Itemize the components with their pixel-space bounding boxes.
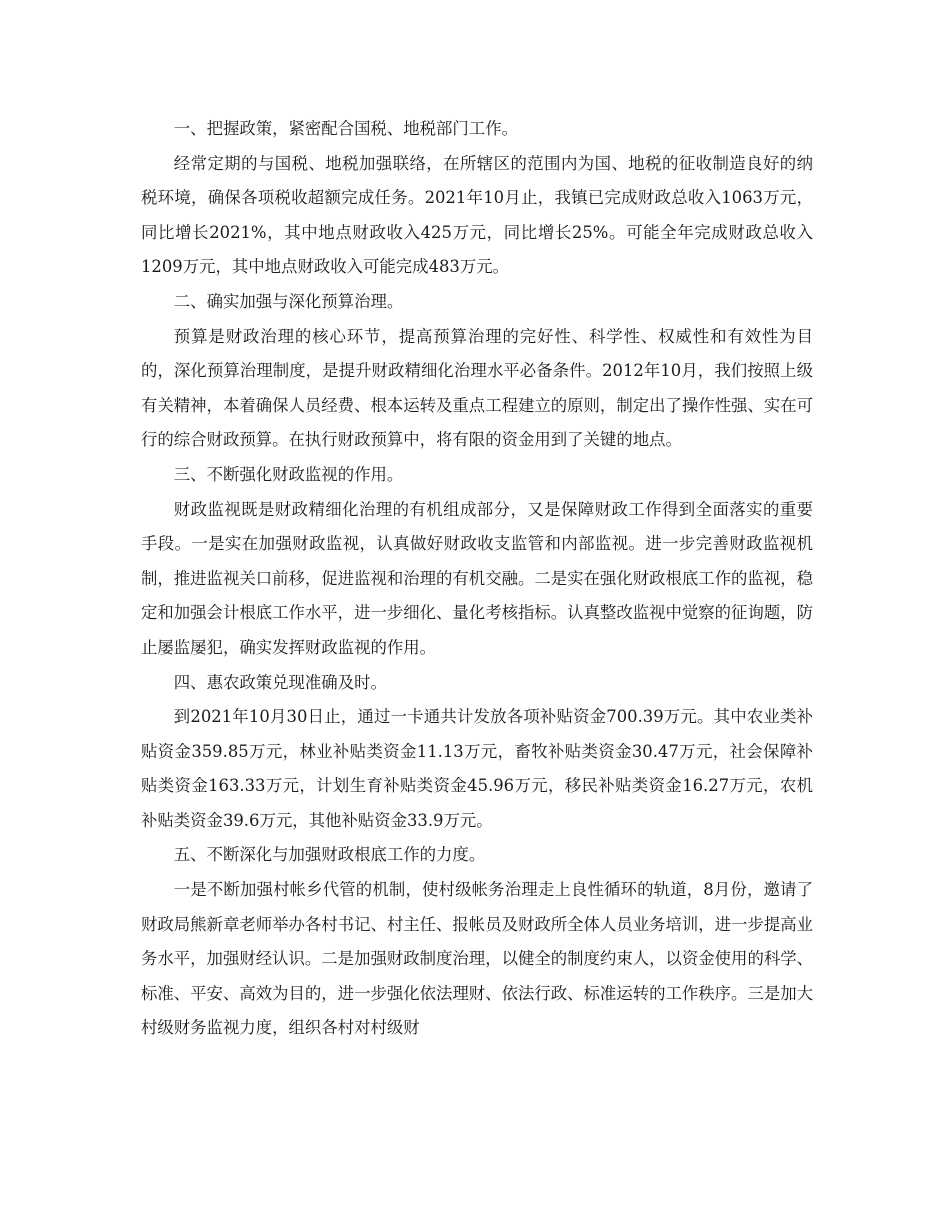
section-heading-1: 一、把握政策，紧密配合国税、地税部门工作。 [173,119,518,138]
body-paragraph-3: 财政监视既是财政精细化治理的有机组成部分，又是保障财政工作得到全面落实的重要手段。一是实在加强财政监视，认真做好财政收支监管和内部监视。进一步完善财政监视机制，推进监视关口前移，促进监视和治理的有机交融。二是实在强化财政根底工作的监视，稳定和加强会计根底工作水平，进一步细化、量化考核指标。认真整改监视中觉察的征询题，防止屡监屡犯，确实发挥财政监视的作用。 [141,499,814,657]
section-heading-4: 四、惠农政策兑现准确及时。 [173,672,387,692]
body-paragraph-1: 经常定期的与国税、地税加强联络，在所辖区的范围内为国、地税的征收制造良好的纳税环境，确保各项税收超额完成任务。2021年10月止，我镇已完成财政总收入1063万元，同比增长2021%，其中地点财政收入425万元，同比增长25%。可能全年完成财政总收入1209万元，其中地点财政收入可能完成483万元。 [141,153,813,277]
body-paragraph-2: 预算是财政治理的核心环节，提高预算治理的完好性、科学性、权威性和有效性为目的，深化预算治理制度，是提升财政精细化治理水平必备条件。2012年10月，我们按照上级有关精神，本着确保人员经费、根本运转及重点工程建立的原则，制定出了操作性强、实在可行的综合财政预算。在执行财政预算中，将有限的资金用到了关键的地点。 [141,326,814,450]
document-body [141,112,813,1046]
body-paragraph-4: 到2021年10月30日止，通过一卡通共计发放各项补贴资金700.39万元。其中农业类补贴资金359.85万元，林业补贴类资金11.13万元，畜牧补贴类资金30.47万元，社会保障补贴类资金163.33万元，计划生育补贴类资金45.96万元，移民补贴类资金16.27万元，农机补贴类资金39.6万元，其他补贴资金33.9万元。 [141,707,813,830]
section-heading-3: 三、不断强化财政监视的作用。 [173,464,404,484]
section-heading-2: 二、确实加强与深化预算治理。 [173,291,404,311]
section-heading-5: 五、不断深化与加强财政根底工作的力度。 [173,845,486,865]
body-paragraph-5: 一是不断加强村帐乡代管的机制，使村级帐务治理走上良性循环的轨道，8月份，邀请了财政局熊新章老师举办各村书记、村主任、报帐员及财政所全体人员业务培训，进一步提高业务水平，加强财经认识。二是加强财政制度治理，以健全的制度约束人，以资金使用的科学、标准、平安、高效为目的，进一步强化依法理财、依法行政、标准运转的工作秩序。三是加大村级财务监视力度，组织各村对村级财 [141,880,814,1038]
